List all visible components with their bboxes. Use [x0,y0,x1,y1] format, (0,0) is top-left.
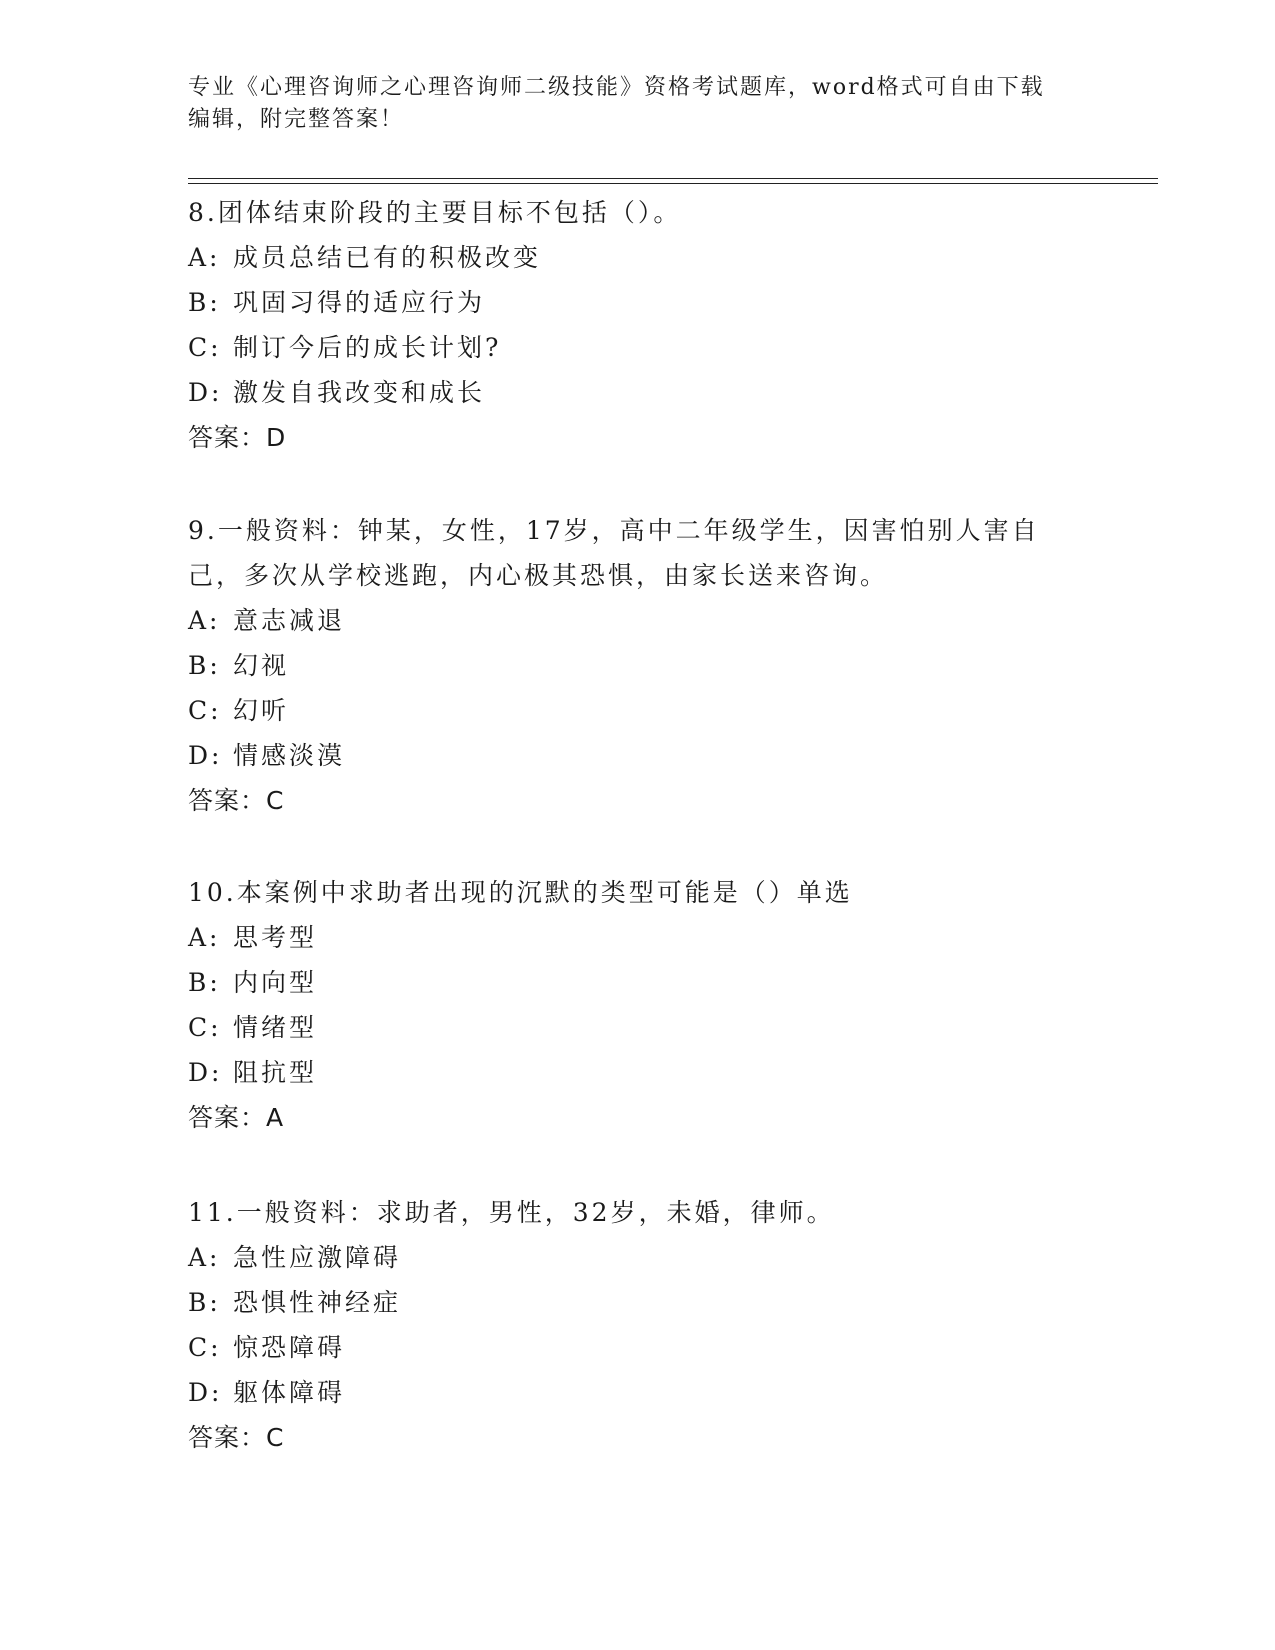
option-c [188,325,1088,370]
option-c [188,688,1088,733]
option-text: 阻抗型 [233,1058,318,1087]
option-a [188,915,1088,960]
option-text: 内向型 [233,968,318,997]
option-text: 躯体障碍 [233,1378,346,1407]
question-9 [188,508,1088,823]
option-key: A: [188,606,221,635]
option-text: 成员总结已有的积极改变 [233,243,542,272]
option-text: 激发自我改变和成长 [233,378,486,407]
option-key: C: [188,1013,222,1042]
option-text: 惊恐障碍 [233,1333,346,1362]
option-c [188,1325,1088,1370]
question-stem: 8.团体结束阶段的主要目标不包括（）。 [188,198,682,227]
option-a [188,1235,1088,1280]
option-text: 幻视 [233,651,290,680]
answer-line: 答案：C [188,1423,285,1452]
option-key: D: [188,741,223,770]
option-d [188,370,1088,415]
option-text: 恐惧性神经症 [233,1288,402,1317]
option-d [188,1370,1088,1415]
header-divider-top [188,178,1158,179]
option-text: 情感淡漠 [233,741,346,770]
option-d [188,733,1088,778]
option-b [188,1280,1088,1325]
document-header: 专业《心理咨询师之心理咨询师二级技能》资格考试题库，word格式可自由下载编辑，附完整答案！ [188,75,1045,132]
option-key: A: [188,923,221,952]
option-b [188,960,1088,1005]
option-key: B: [188,968,221,997]
option-key: A: [188,243,221,272]
question-stem: 9.一般资料：钟某，女性，17岁，高中二年级学生，因害怕别人害自己，多次从学校逃跑，内心极其恐惧，由家长送来咨询。 [188,516,1040,590]
option-a [188,235,1088,280]
option-c [188,1005,1088,1050]
option-text: 意志减退 [233,606,346,635]
option-text: 情绪型 [233,1013,318,1042]
option-key: D: [188,378,223,407]
question-10 [188,870,1088,1140]
option-text: 急性应激障碍 [233,1243,402,1272]
option-key: B: [188,651,221,680]
option-key: A: [188,1243,221,1272]
header-divider-bottom [188,183,1158,184]
answer-line: 答案：A [188,1103,285,1132]
option-key: D: [188,1058,223,1087]
option-text: 制订今后的成长计划? [233,333,502,362]
option-key: C: [188,333,222,362]
option-key: C: [188,1333,222,1362]
answer-line: 答案：C [188,786,285,815]
question-stem: 11.一般资料：求助者，男性，32岁，未婚，律师。 [188,1198,835,1227]
option-text: 幻听 [233,696,290,725]
option-b [188,643,1088,688]
option-key: B: [188,1288,221,1317]
answer-line: 答案：D [188,423,287,452]
question-11 [188,1190,1088,1460]
option-a [188,598,1088,643]
option-text: 巩固习得的适应行为 [233,288,486,317]
option-key: C: [188,696,222,725]
question-8 [188,190,1088,460]
option-key: D: [188,1378,223,1407]
option-d [188,1050,1088,1095]
option-key: B: [188,288,221,317]
question-stem: 10.本案例中求助者出现的沉默的类型可能是（）单选 [188,878,853,907]
option-text: 思考型 [233,923,318,952]
option-b [188,280,1088,325]
